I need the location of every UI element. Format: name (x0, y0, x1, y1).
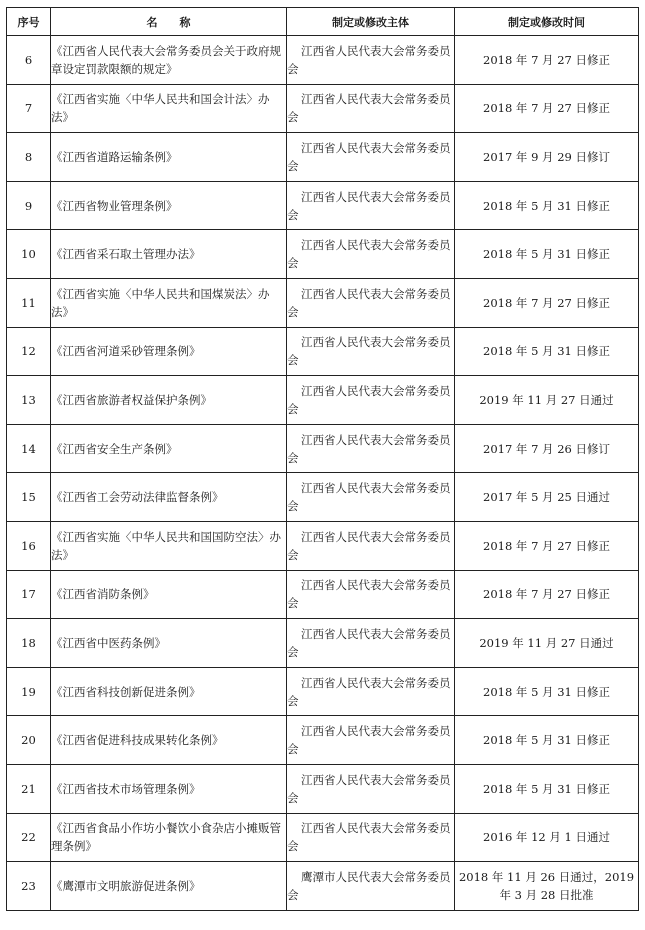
regulation-name: 《江西省旅游者权益保护条例》 (51, 376, 287, 425)
revision-date: 2016 年 12 月 1 日通过 (455, 813, 639, 862)
revision-date: 2018 年 7 月 27 日修正 (455, 36, 639, 85)
header-name: 名 称 (51, 8, 287, 36)
issuing-body: 江西省人民代表大会常务委员会 (287, 376, 455, 425)
table-row (7, 278, 639, 327)
issuing-body: 江西省人民代表大会常务委员会 (287, 327, 455, 376)
regulation-name: 《江西省工会劳动法律监督条例》 (51, 473, 287, 522)
row-number: 9 (7, 181, 51, 230)
table-row (7, 473, 639, 522)
issuing-body: 江西省人民代表大会常务委员会 (287, 667, 455, 716)
regulation-name: 《江西省河道采砂管理条例》 (51, 327, 287, 376)
issuing-body: 江西省人民代表大会常务委员会 (287, 181, 455, 230)
revision-date: 2018 年 5 月 31 日修正 (455, 230, 639, 279)
regulation-name: 《江西省实施〈中华人民共和国国防空法〉办法》 (51, 521, 287, 570)
issuing-body: 江西省人民代表大会常务委员会 (287, 521, 455, 570)
table-row (7, 133, 639, 182)
revision-date: 2017 年 5 月 25 日通过 (455, 473, 639, 522)
regulation-name: 《江西省促进科技成果转化条例》 (51, 716, 287, 765)
regulation-name: 《江西省科技创新促进条例》 (51, 667, 287, 716)
row-number: 8 (7, 133, 51, 182)
table-row (7, 619, 639, 668)
row-number: 11 (7, 278, 51, 327)
row-number: 13 (7, 376, 51, 425)
table-row (7, 376, 639, 425)
revision-date: 2018 年 5 月 31 日修正 (455, 716, 639, 765)
row-number: 12 (7, 327, 51, 376)
table-row (7, 424, 639, 473)
table-row (7, 521, 639, 570)
revision-date: 2017 年 9 月 29 日修订 (455, 133, 639, 182)
regulation-name: 《江西省采石取土管理办法》 (51, 230, 287, 279)
table-row (7, 36, 639, 85)
row-number: 22 (7, 813, 51, 862)
regulation-name: 《鹰潭市文明旅游促进条例》 (51, 862, 287, 911)
row-number: 16 (7, 521, 51, 570)
issuing-body: 江西省人民代表大会常务委员会 (287, 764, 455, 813)
row-number: 7 (7, 84, 51, 133)
law-table (6, 7, 639, 911)
table-row (7, 764, 639, 813)
regulation-name: 《江西省人民代表大会常务委员会关于政府规章设定罚款限额的规定》 (51, 36, 287, 85)
revision-date: 2018 年 7 月 27 日修正 (455, 84, 639, 133)
regulation-name: 《江西省消防条例》 (51, 570, 287, 619)
header-no: 序号 (7, 8, 51, 36)
revision-date: 2019 年 11 月 27 日通过 (455, 376, 639, 425)
issuing-body: 江西省人民代表大会常务委员会 (287, 278, 455, 327)
issuing-body: 江西省人民代表大会常务委员会 (287, 473, 455, 522)
revision-date: 2019 年 11 月 27 日通过 (455, 619, 639, 668)
regulation-name: 《江西省食品小作坊小餐饮小食杂店小摊贩管理条例》 (51, 813, 287, 862)
issuing-body: 江西省人民代表大会常务委员会 (287, 813, 455, 862)
issuing-body: 江西省人民代表大会常务委员会 (287, 133, 455, 182)
issuing-body: 江西省人民代表大会常务委员会 (287, 84, 455, 133)
regulation-name: 《江西省实施〈中华人民共和国会计法〉办法》 (51, 84, 287, 133)
table-row (7, 813, 639, 862)
regulation-name: 《江西省道路运输条例》 (51, 133, 287, 182)
row-number: 17 (7, 570, 51, 619)
table-row (7, 181, 639, 230)
regulation-name: 《江西省安全生产条例》 (51, 424, 287, 473)
revision-date: 2018 年 7 月 27 日修正 (455, 570, 639, 619)
row-number: 6 (7, 36, 51, 85)
issuing-body: 江西省人民代表大会常务委员会 (287, 570, 455, 619)
regulation-name: 《江西省中医药条例》 (51, 619, 287, 668)
table-row (7, 230, 639, 279)
table-row (7, 84, 639, 133)
table-row (7, 327, 639, 376)
revision-date: 2018 年 5 月 31 日修正 (455, 181, 639, 230)
table-header-row (7, 8, 639, 36)
table-row (7, 667, 639, 716)
issuing-body: 江西省人民代表大会常务委员会 (287, 424, 455, 473)
row-number: 14 (7, 424, 51, 473)
revision-date: 2017 年 7 月 26 日修订 (455, 424, 639, 473)
regulation-name: 《江西省技术市场管理条例》 (51, 764, 287, 813)
revision-date: 2018 年 7 月 27 日修正 (455, 521, 639, 570)
row-number: 18 (7, 619, 51, 668)
row-number: 15 (7, 473, 51, 522)
row-number: 21 (7, 764, 51, 813)
regulation-name: 《江西省实施〈中华人民共和国煤炭法〉办法》 (51, 278, 287, 327)
issuing-body: 江西省人民代表大会常务委员会 (287, 36, 455, 85)
header-date: 制定或修改时间 (455, 8, 639, 36)
table-row (7, 862, 639, 911)
row-number: 19 (7, 667, 51, 716)
table-row (7, 716, 639, 765)
issuing-body: 江西省人民代表大会常务委员会 (287, 230, 455, 279)
revision-date: 2018 年 11 月 26 日通过，2019 年 3 月 28 日批准 (455, 862, 639, 911)
revision-date: 2018 年 5 月 31 日修正 (455, 667, 639, 716)
row-number: 10 (7, 230, 51, 279)
revision-date: 2018 年 7 月 27 日修正 (455, 278, 639, 327)
issuing-body: 江西省人民代表大会常务委员会 (287, 716, 455, 765)
row-number: 20 (7, 716, 51, 765)
regulation-name: 《江西省物业管理条例》 (51, 181, 287, 230)
header-org: 制定或修改主体 (287, 8, 455, 36)
table-row (7, 570, 639, 619)
table-body (7, 36, 639, 911)
issuing-body: 鹰潭市人民代表大会常务委员会 (287, 862, 455, 911)
issuing-body: 江西省人民代表大会常务委员会 (287, 619, 455, 668)
revision-date: 2018 年 5 月 31 日修正 (455, 764, 639, 813)
row-number: 23 (7, 862, 51, 911)
revision-date: 2018 年 5 月 31 日修正 (455, 327, 639, 376)
